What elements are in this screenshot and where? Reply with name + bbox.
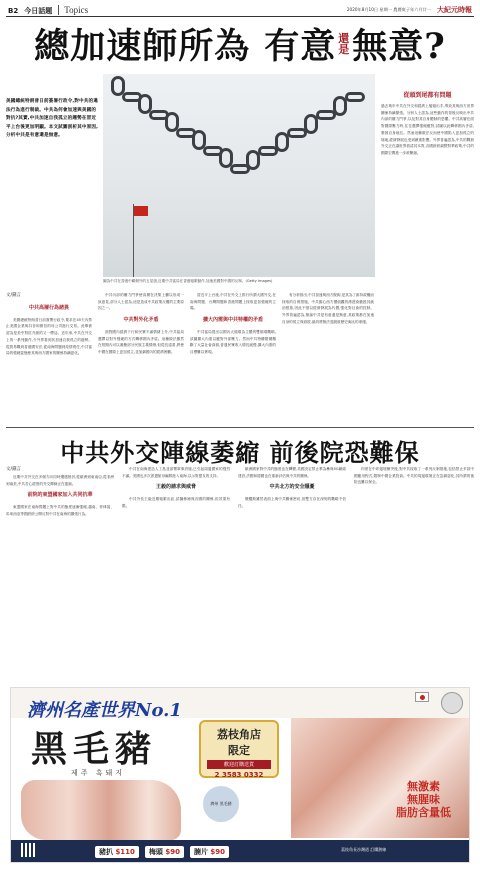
- header-divider: [6, 16, 474, 17]
- article2-paragraph: 歐洲國家對中共的態度也在轉變,英國決定禁止華為參與5G網絡建設,法國和德國也在重新評估與中共的關係。: [238, 467, 346, 478]
- pork-belly-image: [21, 780, 181, 840]
- section-divider: [6, 427, 474, 428]
- korea-flag-icon: [415, 692, 429, 702]
- ad-slogan: 濟州名產世界No.1: [27, 700, 182, 721]
- sidebar-title: 從頭到尾都有問題: [403, 92, 452, 99]
- article2-paragraph: 俄羅斯雖然表面上與中共關係密切,但雙方存在深刻的戰略不信任。: [238, 497, 346, 508]
- price-tag[interactable]: [190, 846, 229, 858]
- section-name-en: Topics: [58, 5, 88, 15]
- badge-store: 荔枝角店: [217, 728, 261, 741]
- section-info: [8, 5, 88, 16]
- price-item: 梅頭: [148, 848, 163, 856]
- article1-paragraph: 習近平上台後,中共在外交上推行所謂大國外交,在南海問題、台灣問題和香港問題上採取更加強硬的立場。: [190, 293, 276, 311]
- article1-column-3: [190, 292, 276, 424]
- article2-paragraph: 中共在南海建造人工島並部署軍事設施,已引起周邊國家的強烈不滿。美國也多次派遣航母編隊進入南海,以示對盟友的支持。: [122, 467, 230, 478]
- article2-paragraph: 印度在中印邊境衝突後,對中共採取了一系列反制措施,包括禁止多款中國應用程式,限制中國企業投資。中共的周邊環境正在急劇惡化,其所謂的後院也難以保全。: [354, 467, 474, 485]
- price-item: 豬扒: [99, 848, 113, 856]
- article2-paragraph: 東盟國家在南海問題上對中共的態度逐漸強硬,越南、菲律賓、馬來西亞等國紛紛公開反對中共在南海的擴張行為。: [6, 505, 114, 516]
- section-name-cn: 今日話題: [24, 6, 53, 15]
- headline-boxed-char: 是: [338, 43, 351, 56]
- ad-feature: 脂肪含量低: [396, 806, 451, 819]
- newspaper-logo: 大紀元時報: [437, 5, 472, 14]
- ad-feature: 無腥味: [407, 793, 440, 806]
- second-headline: 中共外交陣線萎縮 前後院恐難保: [60, 438, 420, 467]
- headline-part2: 有意: [264, 26, 337, 67]
- article2-column-2: [122, 466, 230, 678]
- article1-subhead-3: 擴大內需與中共特權的矛盾: [202, 317, 263, 324]
- ad-feature: 無激素: [407, 780, 440, 793]
- article1-subhead-1: 中共高層行為諸異: [28, 305, 69, 311]
- article1-subhead-2: 中共對外化矛盾: [123, 317, 159, 324]
- article2-subhead-1: 前院的東盟國家加入共同抗華: [27, 492, 93, 499]
- ad-subtitle: 제주 흑돼지: [71, 769, 126, 777]
- ad-title: 黑毛豬: [31, 728, 158, 770]
- ad-footer: 荔枝角長沙灣道 訂購熱線: [341, 847, 387, 852]
- store-badge: [199, 720, 279, 778]
- article1-paragraph: 有分析指出,中共加速與西方脫鉤,是其為了維持政權而採取的自保措施。中共擔心西方價值觀的滲透會動搖其統治根基,因此不惜以經濟發展為代價,強化對社會的控制。外界普遍認為,無論中共是有意還是無意,其政策都在加速自身的孤立與衰敗,最終將無法逃脫被歷史淘汰的命運。: [282, 293, 374, 324]
- headline-boxed-chars: [338, 33, 350, 55]
- article2-subhead-3: 中共北方的安全隱憂: [269, 484, 315, 491]
- article1-paragraph: 面對國內經濟下行和民眾不滿情緒上升,中共當局選擇以對外強硬的方式轉移國內矛盾。這種做法雖然在短期內可以凝聚部分民族主義情緒,但從長遠看,將使中國在國際上更加孤立,並加劇國內的經濟困難。: [98, 329, 184, 354]
- product-circle: 濟州 黑毛豬: [201, 784, 241, 824]
- sidebar-column: [381, 90, 474, 431]
- ad-features: [396, 780, 451, 819]
- headline-part1: 總加速師所為: [34, 26, 251, 67]
- article1-byline: 文/錢言: [6, 293, 22, 298]
- qr-code-icon[interactable]: [21, 843, 35, 857]
- headline-part3: 無意?: [352, 26, 446, 67]
- article2-column-4: [354, 466, 474, 678]
- article2-byline: 文/錢言: [6, 467, 22, 472]
- price-value: $90: [165, 848, 180, 856]
- article1-paragraph: 中共當局提出以國內大循環為主體的雙循環戰略,試圖擴大內需以應對外部壓力。然而中共特權階層壟斷了大量社會資源,普通民眾收入增長緩慢,擴大內需的目標難以實現。: [190, 329, 276, 354]
- quality-seal-icon: [441, 692, 463, 714]
- article1-column-4: [282, 292, 374, 424]
- chain-photo: [103, 74, 375, 277]
- masthead-info: [347, 5, 472, 15]
- article1-paragraph: 美國總統特朗普日前簽署行政令,要求在45天內禁止美國企業與抖音和微信的母公司進行交易。此舉被認為是美中對抗升級的又一標誌。近年來,中共在外交上的一系列動作,令外界看到其加速自我孤立的趨勢。從貿易戰到香港國安法,從南海問題到疫情責任,中共當局的強硬姿態使其與西方國家的關係持續惡化。: [6, 317, 92, 356]
- price-value: $90: [210, 848, 226, 856]
- pork-advertisement[interactable]: [10, 687, 470, 863]
- page-number: B2: [8, 7, 19, 15]
- badge-limited: 限定: [228, 744, 250, 757]
- article1-column-2: [98, 292, 184, 424]
- flag-icon: [134, 206, 148, 216]
- article2-column-3: [238, 466, 346, 678]
- article2-subhead-2: 王毅的請求與威脅: [155, 484, 196, 491]
- badge-phone[interactable]: 2 3583 0332: [214, 771, 264, 779]
- article2-paragraph: 近期中共外交在多個方向同時遭遇挫折,從歐洲到東南亞,從非洲到南美,中共苦心經營的外交陣線正在萎縮。: [6, 475, 114, 486]
- issue-date: 2020年8月10日 星期一 農曆庚子年六月廿一: [346, 7, 431, 12]
- price-tag[interactable]: [95, 846, 139, 858]
- price-tag[interactable]: [145, 846, 184, 858]
- article1-paragraph: 中共內部的權力鬥爭使高層在決策上難以形成一致意見,部分人士認為,這是造成中共政策反覆的主要原因之一。: [98, 293, 184, 311]
- article1-column-1: [6, 300, 92, 424]
- article2-column-1: [6, 474, 114, 678]
- lead-summary: 美國總統特朗普日前簽署行政令,對中共的違法行為進行制裁。中共為何會加速與美國的對抗?其實,中共加速自我孤立的趨勢在習近平上台後更加明顯。本文試圖剖析其中原因,分析中共是有意還是無意。: [6, 99, 99, 139]
- photo-caption: 圖為中共在香港中聯辦外的五星旗,近期中共當局在香港頻繁動作,加速美國對中國的反制。(Getty Images): [103, 279, 273, 283]
- pork-cuts-image: [291, 718, 470, 838]
- sidebar-text: 過去幾年中共在外交和經濟上頻頻出手,導致其與西方世界關係持續緊張。分析人士認為,這些動作的背後反映出中共內部的權力鬥爭,以及對其自身體制的恐懼。中共高層在面對國際壓力時,往往選擇強硬應對,試圖以此轉移國內矛盾,鞏固自身地位。然而這種做法反而使中國陷入更加孤立的境地,經濟發展也受到嚴重影響。外界普遍認為,中共的戰狼外交正在讓世界看清其本質,各國紛紛調整對華政策,中共的國際空間進一步被壓縮。: [381, 104, 474, 155]
- article2-paragraph: 中共外長王毅近期頻繁出訪,試圖修補與各國的關係,但效果有限。: [122, 497, 230, 508]
- chain-link-icon: [345, 92, 365, 102]
- price-value: $110: [115, 848, 135, 856]
- badge-order: 歡迎訂購送貨: [207, 760, 271, 769]
- headline-boxed-char: 還: [338, 32, 351, 45]
- main-headline: [10, 22, 470, 66]
- price-bar: [11, 840, 470, 863]
- price-item: 腩片: [193, 848, 208, 856]
